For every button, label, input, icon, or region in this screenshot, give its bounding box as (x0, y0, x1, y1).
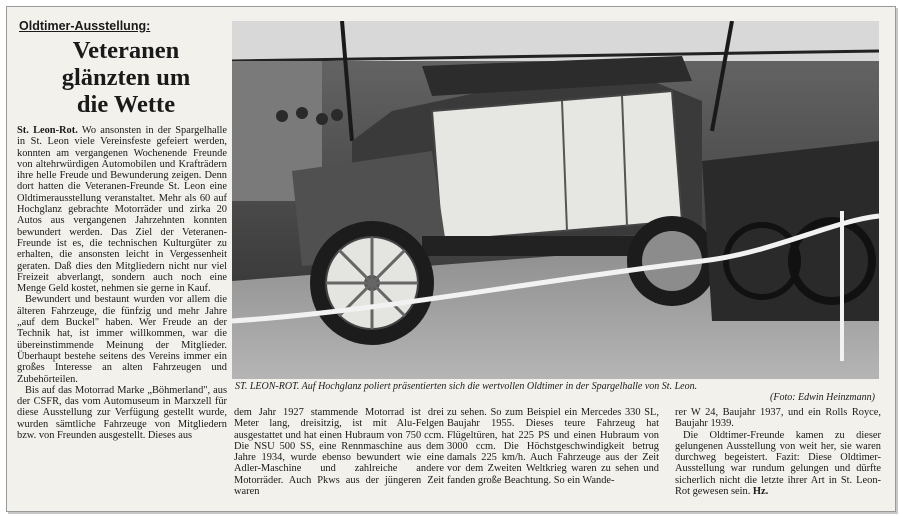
article-column-4 (675, 407, 881, 507)
paragraph-col4-2 (675, 430, 881, 498)
paragraph-2: Bewundert und bestaunt wurden vor allem die älteren Fahrzeuge, die fünfzig und mehr Jahre „auf dem Buckel" haben. Wer Freude an der Technik hat, ist immer willkommen, war die übereinstimmende Meinung der Mitglieder. Überhaupt bestehe seitens des Vereins immer ein großes Interesse an alten Fahrzeugen und Zubehörteilen. (17, 294, 227, 385)
vintage-car-photo (232, 21, 879, 379)
dateline: St. Leon-Rot. (17, 125, 78, 136)
headline (15, 37, 237, 118)
paragraph-col4-1: rer W 24, Baujahr 1937, und ein Rolls Royce, Baujahr 1939. (675, 407, 881, 430)
article-column-2: dem Jahr 1927 stammende Motorrad ist drei Meter lang, dreisitzig, ist mit Alu-Felgen ausgestattet und hat einen Hubraum von 750 ccm. Die NSU 500 SS, eine Rennmaschine aus dem Jahre 1934, wurde ebenso bewundert wie eine Adler-Maschine und zahlreiche andere Motorräder. Auch Pkws aus der jüngeren Zeit waren (234, 407, 444, 498)
headline-line-2: glänzten um (61, 64, 191, 91)
caption-text: ST. LEON-ROT. Auf Hochglanz poliert präsentierten sich die wertvollen Oldtimer in der Spargelhalle von St. Leon. (235, 381, 698, 392)
paragraph-col4-2-text: Die Oldtimer-Freunde kamen zu dieser gelungenen Ausstellung von weit her, sie waren durchweg begeistert. Fazit: Diese Oldtimer-Ausstellung war rundum gelungen und dürfte sicherlich nicht die letzte ihrer Art in St. Leon-Rot gewesen sein. (675, 429, 881, 498)
photo-credit: (Foto: Edwin Heinzmann) (770, 392, 875, 403)
headline-line-1: Veteranen (72, 37, 180, 64)
author-signature: Hz. (752, 486, 769, 498)
article-column-1 (17, 125, 227, 507)
paragraph-1-text: Wo ansonsten in der Spargelhalle in St. Leon viele Vereinsfeste gefeiert werden, konnten am vergangenen Wochenende Freunde von altehrwürdigen Automobilen und Krafträdern ihre helle Freude und Bewunderung zeigen. Denn dort hatten die Veteranen-Freunde St. Leon eine Oldtimerausstellung veranstaltet. Mehr als 60 auf Hochglanz gebrachte Motorräder und zirka 20 Autos aus vergangenen Jahrzehnten konnten bewundert werden. Das Ziel der Veteranen-Freunde ist es, die technischen Kulturgüter zu erhalten, die ansonsten leicht in Vergessenheit geraten. Daß dies den Mitgliedern nicht nur viel Freizeit abverlangt, sondern auch noch eine Menge Geld kostet, nehmen sie gerne in Kauf. (17, 125, 227, 295)
newspaper-clipping (6, 6, 896, 512)
paragraph-3: Bis auf das Motorrad Marke „Böhmerland", aus der CSFR, das vom Automuseum in Marxzell für diese Ausstellung zur Verfügung gestellt wurde, wurden sämtliche Fahrzeuge von Mitgliedern bzw. von Freunden ausgestellt. Dieses aus (17, 384, 227, 442)
photo-caption (235, 381, 875, 403)
headline-line-3: die Wette (76, 91, 176, 118)
photo-illustration (232, 21, 879, 379)
kicker: Oldtimer-Ausstellung: (19, 19, 151, 33)
paragraph-1 (17, 125, 227, 294)
article-column-3: zu sehen. So zum Beispiel ein Mercedes 330 SL, Baujahr 1955. Dieses teure Fahrzeug hat Flügeltüren, hat 225 PS und einen Hubraum von 3000 ccm. Die Höchstgeschwindigkeit betrug damals 225 km/h. Auch Fahrzeuge aus der Zeit vor dem Zweiten Weltkrieg waren zu sehen und fanden große Beachtung. So ein Wande- (447, 407, 659, 486)
